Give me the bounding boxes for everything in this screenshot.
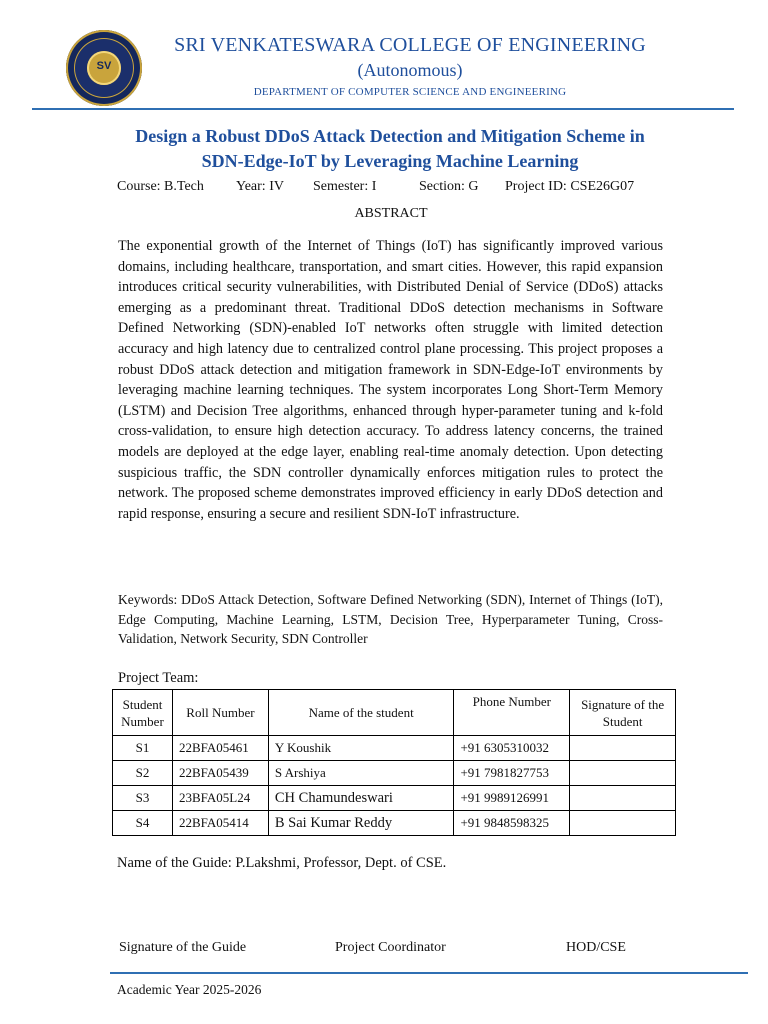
college-name: SRI VENKATESWARA COLLEGE OF ENGINEERING: [174, 34, 646, 56]
column-header: Roll Number: [172, 690, 268, 736]
roll-number: 22BFA05414: [172, 811, 268, 836]
project-team-table: [112, 689, 676, 836]
table-row: [113, 736, 676, 761]
student-number: S1: [113, 736, 173, 761]
column-header: Phone Number: [454, 690, 570, 736]
keywords: Keywords: DDoS Attack Detection, Software Defined Networking (SDN), Internet of Things (IoT), Edge Computing, Machine Learning, LSTM, Decision Tree, Hyperparameter Tuning, Cross-Validation, Network Security, SDN Controller: [118, 592, 663, 646]
project-team-label: Project Team:: [118, 670, 199, 686]
section-info: Section: G: [419, 179, 479, 194]
signature-of-guide-label: Signature of the Guide: [119, 940, 247, 955]
student-signature-cell: [570, 811, 676, 836]
project-title: [100, 124, 680, 174]
student-signature-cell: [570, 761, 676, 786]
roll-number: 22BFA05439: [172, 761, 268, 786]
column-header: Signature of the Student: [570, 690, 676, 736]
table-row: [113, 761, 676, 786]
header-divider: [32, 108, 734, 110]
autonomous-label: (Autonomous): [357, 60, 463, 80]
column-header: Name of the student: [268, 690, 454, 736]
table-header-row: [113, 690, 676, 736]
abstract-body: The exponential growth of the Internet of Things (IoT) has significantly improved various domains, including healthcare, transportation, and smart cities. However, this rapid expansion introduces critical security vulnerabilities, with Distributed Denial of Service (DDoS) attacks emerging as a predominant threat. Traditional DDoS detection mechanisms in Software Defined Networking (SDN)-enabled IoT networks often struggle with limited detection accuracy and high latency due to centralized control plane processing. This project proposes a robust DDoS attack detection and mitigation framework in SDN-Edge-IoT environments by leveraging machine learning techniques. The system incorporates Long Short-Term Memory (LSTM) and Decision Tree algorithms, enhanced through hyper-parameter tuning and k-fold cross-validation, to ensure high detection accuracy. To address latency concerns, the trained models are deployed at the edge layer, enabling real-time anomaly detection. Upon detecting suspicious traffic, the SDN controller dynamically enforces mitigation rules to protect the network. The proposed scheme demonstrates improved efficiency in early DDoS detection and rapid response, ensuring a secure and resilient SDN-IoT infrastructure.: [118, 238, 663, 522]
table-row: [113, 811, 676, 836]
student-name: S Arshiya: [268, 761, 454, 786]
phone-number: +91 9989126991: [454, 786, 570, 811]
logo-emblem: [87, 51, 121, 85]
table-row: [113, 786, 676, 811]
student-number: S4: [113, 811, 173, 836]
guide-name: Name of the Guide: P.Lakshmi, Professor, Dept. of CSE.: [117, 855, 447, 871]
project-coordinator-label: Project Coordinator: [335, 940, 446, 955]
footer-divider: [110, 972, 748, 974]
course-info: Course: B.Tech: [117, 179, 204, 194]
project-title-line1: Design a Robust DDoS Attack Detection and Mitigation Scheme in: [135, 126, 645, 146]
roll-number: 23BFA05L24: [172, 786, 268, 811]
year-info: Year: IV: [236, 179, 284, 194]
phone-number: +91 6305310032: [454, 736, 570, 761]
roll-number: 22BFA05461: [172, 736, 268, 761]
student-signature-cell: [570, 786, 676, 811]
student-signature-cell: [570, 736, 676, 761]
academic-year: Academic Year 2025-2026: [117, 982, 262, 997]
abstract-heading: ABSTRACT: [354, 206, 428, 221]
department-name: DEPARTMENT OF COMPUTER SCIENCE AND ENGINEERING: [253, 86, 567, 98]
phone-number: +91 7981827753: [454, 761, 570, 786]
student-name: CH Chamundeswari: [268, 786, 454, 811]
hod-label: HOD/CSE: [566, 940, 626, 955]
column-header: Student Number: [113, 690, 173, 736]
student-name: B Sai Kumar Reddy: [268, 811, 454, 836]
student-number: S2: [113, 761, 173, 786]
student-name: Y Koushik: [268, 736, 454, 761]
semester-info: Semester: I: [313, 179, 377, 194]
logo-center-text: SV: [96, 60, 112, 72]
student-number: S3: [113, 786, 173, 811]
college-logo-icon: [66, 30, 142, 106]
project-title-line2: SDN-Edge-IoT by Leveraging Machine Learning: [201, 151, 579, 171]
project-id: Project ID: CSE26G07: [505, 179, 635, 194]
phone-number: +91 9848598325: [454, 811, 570, 836]
